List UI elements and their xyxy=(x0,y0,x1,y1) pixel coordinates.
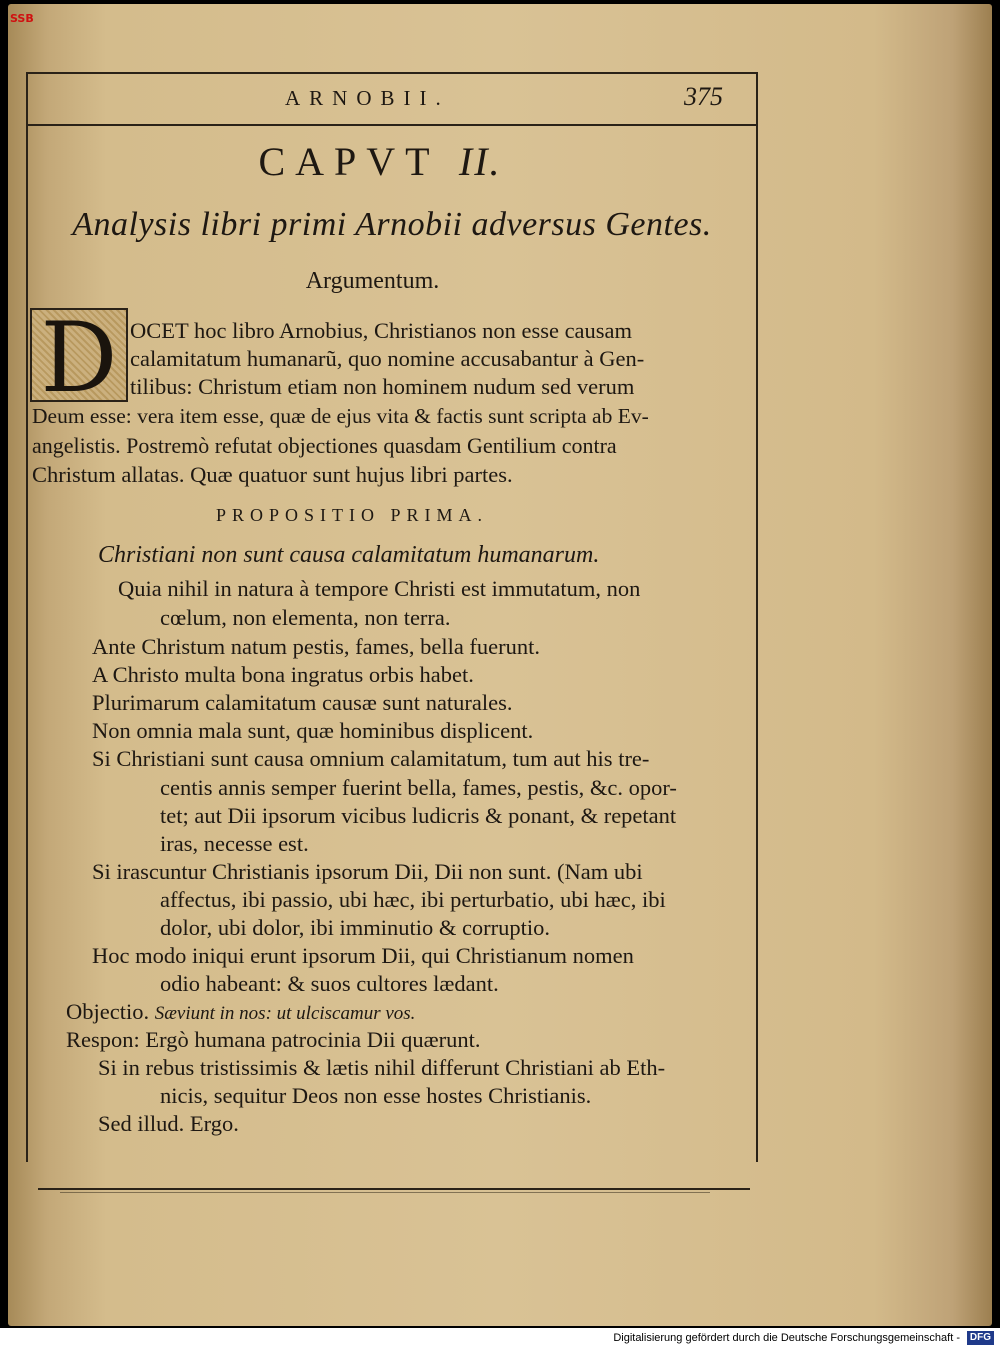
proposition-line: Si Christiani sunt causa omnium calamitatum, tum aut his tre- xyxy=(92,746,650,771)
argument-line: angelistis. Postremò refutat objectiones quasdam Gentilium contra xyxy=(32,433,617,458)
argument-heading: Argumentum. xyxy=(305,268,440,294)
proposition-heading: PROPOSITIO PRIMA. xyxy=(216,505,489,525)
chapter-number: II. xyxy=(458,139,502,184)
initial-letter: D xyxy=(40,302,118,414)
argument-line: Christum allatas. Quæ quatuor sunt hujus libri partes. xyxy=(32,462,513,487)
dfg-logo: DFG xyxy=(967,1331,994,1345)
proposition-line: tet; aut Dii ipsorum vicibus ludicris & ponant, & repetant xyxy=(160,803,677,828)
header-rule xyxy=(26,124,756,126)
closing-line: Sed illud. Ergo. xyxy=(98,1111,239,1136)
response-text: Ergò humana patrocinia Dii quærunt. xyxy=(145,1027,481,1052)
proposition-line: centis annis semper fuerint bella, fames, pestis, &c. opor- xyxy=(160,775,677,800)
proposition-line: Si irascuntur Christianis ipsorum Dii, Dii non sunt. (Nam ubi xyxy=(92,859,643,884)
closing-line: Si in rebus tristissimis & lætis nihil differunt Christiani ab Eth- xyxy=(98,1055,666,1080)
proposition-line: Quia nihil in natura à tempore Christi est immutatum, non xyxy=(118,576,641,601)
proposition-title: Christiani non sunt causa calamitatum humanarum. xyxy=(98,542,600,568)
decorated-initial xyxy=(30,302,128,414)
proposition-line: A Christo multa bona ingratus orbis habet. xyxy=(92,662,474,687)
response-label: Respon: xyxy=(66,1027,140,1052)
page-number: 375 xyxy=(684,82,723,111)
proposition-line: Hoc modo iniqui erunt ipsorum Dii, qui Christianum nomen xyxy=(92,943,634,968)
objection-text: Sæviunt in nos: ut ulciscamur vos. xyxy=(154,1003,416,1024)
library-stamp: SSB xyxy=(10,12,34,25)
argument-line: calamitatum humanarũ, quo nomine accusabantur à Gen- xyxy=(130,346,645,371)
proposition-line: Ante Christum natum pestis, fames, bella fuerunt. xyxy=(92,634,541,659)
chapter-heading xyxy=(0,138,760,185)
chapter-label: CAPVT xyxy=(258,139,439,184)
proposition-line: affectus, ibi passio, ubi hæc, ibi perturbatio, ubi hæc, ibi xyxy=(160,887,666,912)
proposition-line: Plurimarum calamitatum causæ sunt naturales. xyxy=(92,690,513,715)
argument-line: Deum esse: vera item esse, quæ de ejus vita & factis sunt scripta ab Ev- xyxy=(32,404,649,428)
footer-rule-thin xyxy=(60,1192,710,1193)
argument-line: OCET hoc libro Arnobius, Christianos non esse causam xyxy=(130,318,633,343)
running-head: ARNOBII. xyxy=(285,86,450,110)
objection-line xyxy=(66,1001,415,1024)
proposition-line: iras, necesse est. xyxy=(160,831,309,856)
response-line xyxy=(66,1029,481,1052)
objection-label: Objectio. xyxy=(66,999,150,1024)
proposition-line: odio habeant: & suos cultores lædant. xyxy=(160,971,499,996)
footer-credit: Digitalisierung gefördert durch die Deutsche Forschungsgemeinschaft - xyxy=(613,1332,960,1344)
proposition-line: Non omnia mala sunt, quæ hominibus displicent. xyxy=(92,718,534,743)
closing-line: nicis, sequitur Deos non esse hostes Christianis. xyxy=(160,1083,592,1108)
footer-rule xyxy=(38,1188,750,1190)
argument-line: tilibus: Christum etiam non hominem nudum sed verum xyxy=(130,374,635,399)
chapter-subtitle: Analysis libri primi Arnobii adversus Gentes. xyxy=(72,206,712,243)
digitization-footer xyxy=(0,1328,1000,1349)
proposition-line: dolor, ubi dolor, ibi imminutio & corruptio. xyxy=(160,915,551,940)
proposition-line: cœlum, non elementa, non terra. xyxy=(160,605,451,630)
